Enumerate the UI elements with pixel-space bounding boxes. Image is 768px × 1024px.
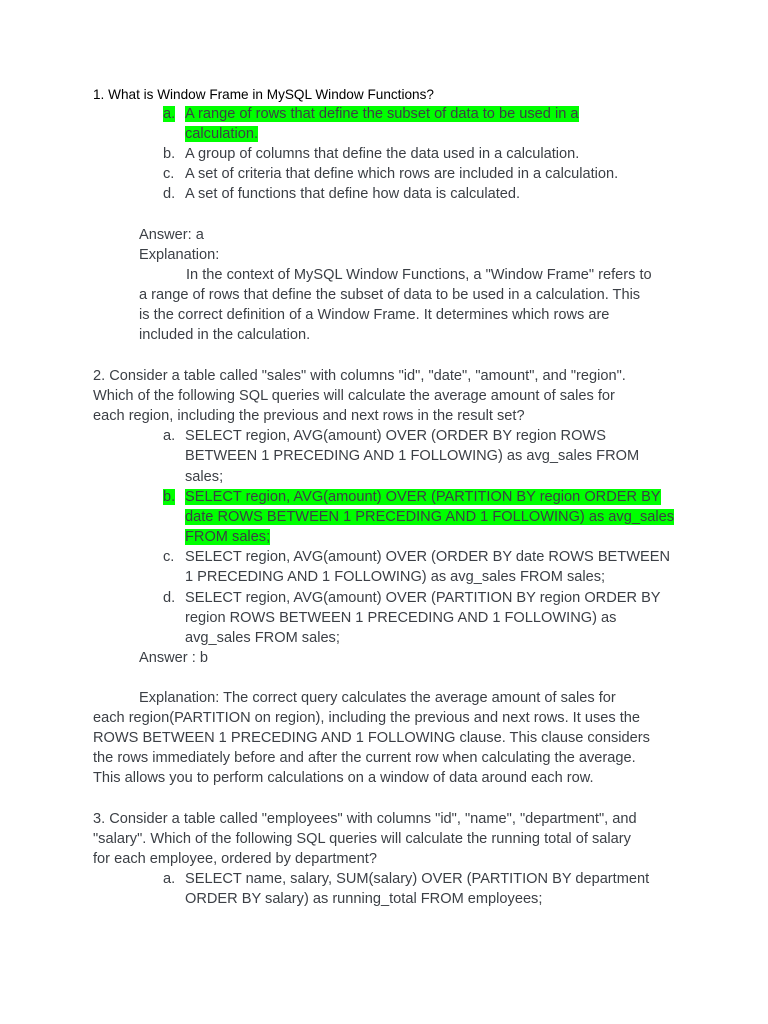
q2-explanation-line-2: each region(PARTITION on region), including the previous and next rows. It uses the [93, 710, 641, 726]
question-3-title-line-1: 3. Consider a table called "employees" with columns "id", "name", "department", and [93, 811, 637, 827]
question-2-title-line-2: Which of the following SQL queries will calculate the average amount of sales for [93, 388, 615, 404]
q3-option-a-line-2: ORDER BY salary) as running_total FROM employees; [185, 891, 543, 907]
q1-option-a-line-2: calculation. [185, 126, 259, 142]
q1-option-b-line-1: A group of columns that define the data used in a calculation. [185, 146, 580, 162]
q2-explanation-line-4: the rows immediately before and after the current row when calculating the average. [93, 750, 636, 766]
q1-option-c-marker: c. [163, 166, 175, 182]
q2-option-b-marker: b. [163, 489, 176, 505]
q2-option-a-line-1: SELECT region, AVG(amount) OVER (ORDER BY region ROWS [185, 428, 606, 444]
q2-answer: Answer : b [139, 650, 208, 666]
q2-explanation-line-1: Explanation: The correct query calculates the average amount of sales for [139, 690, 616, 706]
q1-option-d-marker: d. [163, 186, 176, 202]
q2-explanation-line-3: ROWS BETWEEN 1 PRECEDING AND 1 FOLLOWING clause. This clause considers [93, 730, 650, 746]
q2-option-d-line-2: region ROWS BETWEEN 1 PRECEDING AND 1 FOLLOWING) as [185, 610, 617, 626]
q1-option-a-marker: a. [163, 106, 176, 122]
q2-option-c-line-1: SELECT region, AVG(amount) OVER (ORDER BY date ROWS BETWEEN [185, 549, 670, 565]
q1-explanation-line-2: a range of rows that define the subset of data to be used in a calculation. This [139, 287, 641, 303]
q2-explanation-line-5: This allows you to perform calculations on a window of data around each row. [93, 770, 594, 786]
q3-option-a-line-1: SELECT name, salary, SUM(salary) OVER (PARTITION BY department [185, 871, 650, 887]
q1-explanation-line-3: is the correct definition of a Window Frame. It determines which rows are [139, 307, 610, 323]
q1-answer: Answer: a [139, 227, 204, 243]
q2-option-c-marker: c. [163, 549, 175, 565]
q1-option-d-line-1: A set of functions that define how data is calculated. [185, 186, 521, 202]
q1-explanation-line-1: In the context of MySQL Window Functions, a "Window Frame" refers to [186, 267, 652, 283]
q1-option-b-marker: b. [163, 146, 176, 162]
q1-explanation-line-4: included in the calculation. [139, 327, 311, 343]
q2-option-b-line-1: SELECT region, AVG(amount) OVER (PARTITION BY region ORDER BY [185, 489, 661, 505]
question-1-title: 1. What is Window Frame in MySQL Window Functions? [93, 87, 434, 102]
q2-option-b-line-3: FROM sales; [185, 529, 271, 545]
q2-option-b-line-2: date ROWS BETWEEN 1 PRECEDING AND 1 FOLLOWING) as avg_sales [185, 509, 675, 525]
q2-option-d-marker: d. [163, 590, 176, 606]
q1-option-c-line-1: A set of criteria that define which rows are included in a calculation. [185, 166, 619, 182]
q2-option-a-line-3: sales; [185, 469, 224, 485]
question-2-title-line-1: 2. Consider a table called "sales" with columns "id", "date", "amount", and "region". [93, 368, 626, 384]
q3-option-a-marker: a. [163, 871, 176, 887]
question-2-title-line-3: each region, including the previous and next rows in the result set? [93, 408, 525, 424]
q2-option-d-line-3: avg_sales FROM sales; [185, 630, 340, 646]
q2-option-d-line-1: SELECT region, AVG(amount) OVER (PARTITION BY region ORDER BY [185, 590, 661, 606]
q2-option-a-marker: a. [163, 428, 176, 444]
q2-option-a-line-2: BETWEEN 1 PRECEDING AND 1 FOLLOWING) as avg_sales FROM [185, 448, 640, 464]
question-3-title-line-2: "salary". Which of the following SQL queries will calculate the running total of salary [93, 831, 631, 847]
question-3-title-line-3: for each employee, ordered by department? [93, 851, 377, 867]
q1-explanation-label: Explanation: [139, 247, 220, 263]
q1-option-a-line-1: A range of rows that define the subset of data to be used in a [185, 106, 579, 122]
q2-option-c-line-2: 1 PRECEDING AND 1 FOLLOWING) as avg_sales FROM sales; [185, 569, 606, 585]
